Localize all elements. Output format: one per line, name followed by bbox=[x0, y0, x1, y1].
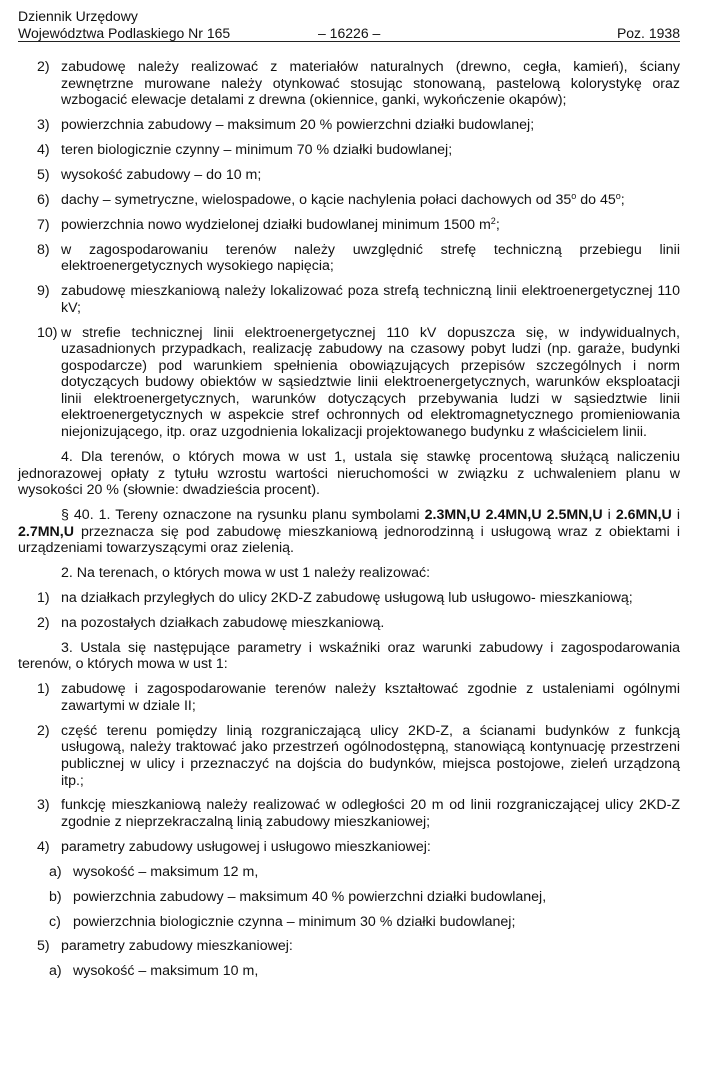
item-text: w strefie technicznej linii elektroenergetycznej 110 kV dopuszcza się, w indywidualnych, uzasadnionych przypadkach, realizację zabudowy na czasowy pobyt ludzi (np. garaże, budynki gospodarcze) pod warunkiem spełnienia obowiązujących przepisów szczególnych i norm dotyczących budowy obiektów w sąsiedztwie linii elektroenergetycznych, warunków eksploatacji linii elektroenergetycznych, warunków dotyczących przebywania ludzi w sąsiedztwie linii elektroenergetycznych w aspekcie stref ochronnych od elektromagnetycznego promieniowania niejonizującego, itp. oraz uzgodnienia lokalizacji projektowanego budynku z właścicielem linii. bbox=[61, 324, 680, 441]
list-item bbox=[18, 681, 680, 714]
sub-list-item bbox=[18, 864, 680, 881]
list-item bbox=[18, 723, 680, 789]
plan-symbol: 2.6MN,U bbox=[615, 507, 672, 524]
document-page bbox=[18, 8, 680, 980]
header-rule bbox=[18, 41, 680, 42]
list-item bbox=[18, 839, 680, 856]
item-number: 1) bbox=[37, 681, 50, 698]
item-text: wysokość – maksimum 12 m, bbox=[73, 863, 259, 880]
item-number: 8) bbox=[37, 241, 50, 258]
item-text: parametry zabudowy usługowej i usługowo mieszkaniowej: bbox=[61, 838, 431, 855]
item-number: 4) bbox=[37, 141, 50, 158]
journal-title: Dziennik Urzędowy bbox=[18, 8, 138, 24]
list-item bbox=[18, 117, 680, 134]
item-number: 9) bbox=[37, 283, 50, 300]
separator: i bbox=[671, 507, 680, 524]
list-item bbox=[18, 797, 680, 830]
separator: i bbox=[602, 507, 616, 524]
item-text: zabudowę i zagospodarowanie terenów należy kształtować zgodnie z ustaleniami ogólnymi zawartymi w dziale II; bbox=[61, 681, 680, 714]
plan-symbol: 2.4MN,U bbox=[485, 507, 542, 524]
item-number: 5) bbox=[37, 166, 50, 183]
item-number: 6) bbox=[37, 191, 50, 208]
list-item bbox=[18, 242, 680, 275]
list-item bbox=[18, 615, 680, 632]
page-number: – 16226 – bbox=[318, 25, 381, 41]
paragraph-2: 2. Na terenach, o których mowa w ust 1 należy realizować: bbox=[61, 565, 431, 582]
list-item bbox=[18, 590, 680, 607]
item-number: 2) bbox=[37, 722, 50, 739]
item-number: 4) bbox=[37, 838, 50, 855]
superscript-2: 2 bbox=[490, 215, 496, 226]
item-letter: b) bbox=[49, 888, 62, 905]
item-number: 2) bbox=[37, 59, 50, 75]
item-text: ; bbox=[495, 216, 500, 233]
item-text: powierzchnia zabudowy – maksimum 20 % powierzchni działki budowlanej; bbox=[61, 117, 535, 134]
item-text: na pozostałych działkach zabudowę mieszkaniową. bbox=[61, 614, 385, 631]
item-text: w zagospodarowaniu terenów należy uwzględnić strefę techniczną przebiegu linii elektroenergetycznych wysokiego napięcia; bbox=[61, 241, 680, 275]
plan-symbol: 2.5MN,U bbox=[546, 507, 603, 524]
item-number: 5) bbox=[37, 938, 50, 955]
item-text: powierzchnia biologicznie czynna – minimum 30 % działki budowlanej; bbox=[73, 913, 516, 930]
page-header bbox=[18, 8, 680, 42]
plan-symbol: 2.3MN,U bbox=[424, 507, 481, 524]
list-item bbox=[18, 938, 680, 955]
item-letter: a) bbox=[49, 963, 62, 980]
journal-issue: Województwa Podlaskiego Nr 165 bbox=[18, 25, 231, 41]
list-item bbox=[18, 283, 680, 316]
item-text: na działkach przyległych do ulicy 2KD-Z zabudowę usługową lub usługowo- mieszkaniową; bbox=[61, 590, 633, 606]
item-number: 7) bbox=[37, 216, 50, 233]
item-text: dachy – symetryczne, wielospadowe, o kącie nachylenia połaci dachowych od 35 bbox=[61, 191, 572, 208]
sub-list-item bbox=[18, 914, 680, 931]
item-text: powierzchnia zabudowy – maksimum 40 % powierzchni działki budowlanej, bbox=[73, 888, 547, 905]
item-number: 2) bbox=[37, 614, 50, 631]
sub-list-item bbox=[18, 963, 680, 980]
paragraph-text: przeznacza się pod zabudowę mieszkaniową jednorodzinną i usługową wraz z obiektami i urządzeniami towarzyszącymi oraz zielenią. bbox=[18, 523, 680, 557]
position-number: Poz. 1938 bbox=[616, 25, 680, 41]
item-text: wysokość – maksimum 10 m, bbox=[73, 963, 259, 980]
item-text: część terenu pomiędzy linią rozgraniczającą ulicy 2KD-Z, a ścianami budynków z funkcją usługową, należy traktować jako przestrzeń ogólnodostępną, stanowiącą kontynuację przestrzeni publicznej w ulicy i przeznaczyć na dojścia do budynków, miejsca postojowe, zieleń urządzoną itp.; bbox=[61, 722, 680, 789]
list-item bbox=[18, 142, 680, 159]
item-text: wysokość zabudowy – do 10 m; bbox=[61, 166, 262, 183]
paragraph-text: § 40. 1. Tereny oznaczone na rysunku planu symbolami bbox=[61, 507, 425, 524]
list-item bbox=[18, 217, 680, 234]
item-number: 10) bbox=[37, 324, 58, 341]
list-item bbox=[18, 192, 680, 209]
item-text: parametry zabudowy mieszkaniowej: bbox=[61, 938, 293, 955]
list-item bbox=[18, 59, 680, 109]
item-number: 3) bbox=[37, 797, 50, 814]
degree-sign: o bbox=[571, 190, 577, 201]
list-item bbox=[18, 167, 680, 184]
item-letter: a) bbox=[49, 863, 62, 880]
document-body bbox=[18, 59, 680, 988]
item-letter: c) bbox=[49, 913, 61, 930]
paragraph-4: 4. Dla terenów, o których mowa w ust 1, ustala się stawkę procentową służącą naliczeniu jednorazowej opłaty z tytułu wzrostu wartości nieruchomości w związku z uchwaleniem planu w wysokości 20 % (słownie: dwadzieścia procent). bbox=[18, 448, 680, 499]
item-number: 3) bbox=[37, 117, 50, 134]
item-text: ; bbox=[620, 191, 625, 208]
item-text: teren biologicznie czynny – minimum 70 % działki budowlanej; bbox=[61, 141, 453, 158]
item-text: do 45 bbox=[576, 191, 616, 208]
item-text: zabudowę należy realizować z materiałów naturalnych (drewno, cegła, kamień), ściany zewnętrzne murowane należy otynkować stosując stonowaną, pastelową kolorystykę oraz wzbogacić elewacje detalami z drewna (okiennice, ganki, wykończenie okapów); bbox=[61, 59, 680, 109]
item-text: funkcję mieszkaniową należy realizować w odległości 20 m od linii rozgraniczającej ulicy 2KD-Z zgodnie z nieprzekraczalną linią zabudowy mieszkaniowej; bbox=[61, 797, 680, 831]
item-text: zabudowę mieszkaniową należy lokalizować poza strefą techniczną linii elektroenergetycznej 110 kV; bbox=[61, 283, 680, 316]
paragraph-3: 3. Ustala się następujące parametry i wskaźniki oraz warunki zabudowy i zagospodarowania terenów, o których mowa w ust 1: bbox=[18, 639, 680, 673]
degree-sign: o bbox=[615, 190, 621, 201]
list-item bbox=[18, 325, 680, 441]
plan-symbol: 2.7MN,U bbox=[18, 523, 74, 540]
item-text: powierzchnia nowo wydzielonej działki budowlanej minimum 1500 m bbox=[61, 216, 491, 233]
paragraph-40 bbox=[18, 507, 680, 557]
item-number: 1) bbox=[37, 590, 50, 606]
sub-list-item bbox=[18, 889, 680, 906]
